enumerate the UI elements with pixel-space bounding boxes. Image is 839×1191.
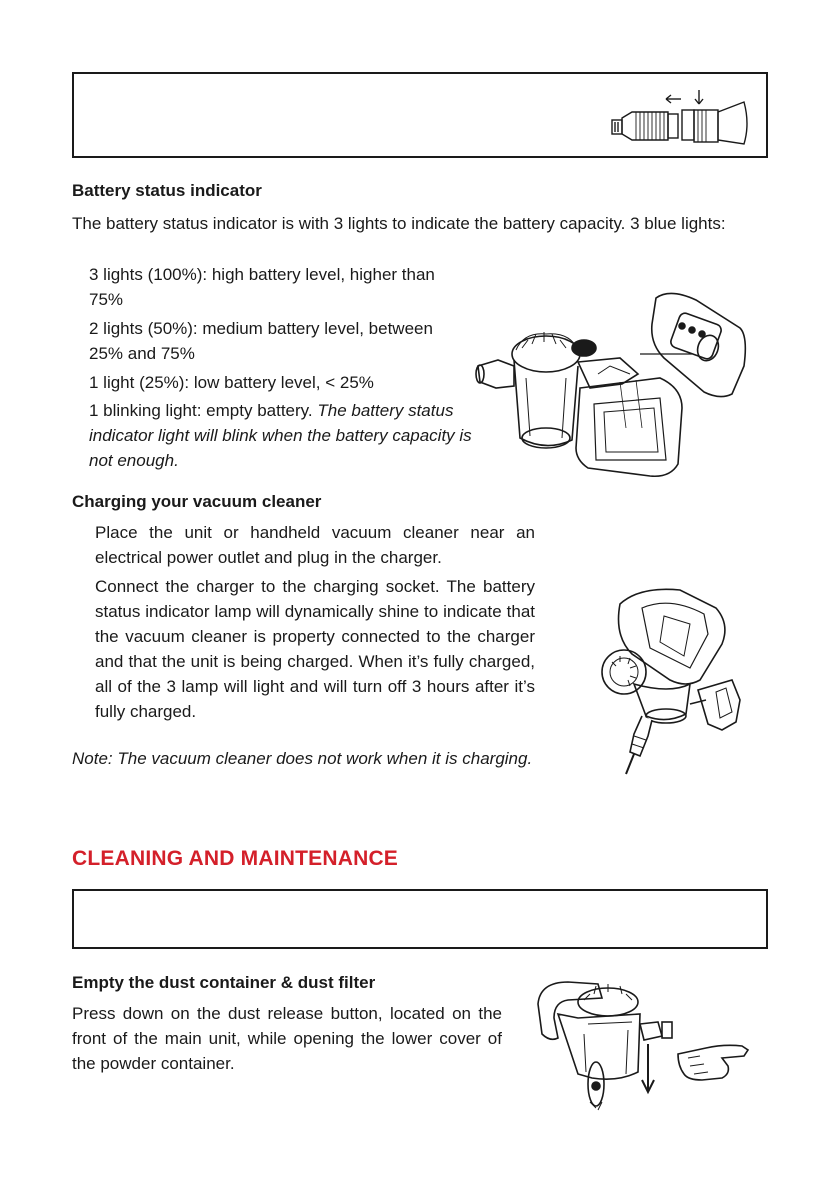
dust-para: Press down on the dust release button, located on the front of the main unit, while opening the lower cover of the powder container. bbox=[72, 1004, 502, 1073]
battery-item-2: 2 lights (50%): medium battery level, between 25% and 75% bbox=[89, 319, 433, 363]
charging-heading: Charging your vacuum cleaner bbox=[72, 492, 322, 511]
battery-item-4-italic: The battery status indicator light will blink when the battery capacity is not enough. bbox=[89, 401, 472, 470]
charging-para-1: Place the unit or handheld vacuum cleaner near an electrical power outlet and plug in the charger. bbox=[95, 523, 535, 567]
battery-item-1: 3 lights (100%): high battery level, higher than 75% bbox=[89, 265, 435, 309]
dust-heading: Empty the dust container & dust filter bbox=[72, 973, 376, 992]
charging-note: Note: The vacuum cleaner does not work when it is charging. bbox=[72, 749, 533, 768]
vacuum-charging-illustration bbox=[590, 584, 770, 780]
vacuum-battery-indicator-illustration bbox=[470, 288, 770, 484]
battery-item-4 bbox=[89, 398, 473, 473]
battery-intro: The battery status indicator is with 3 lights to indicate the battery capacity. 3 blue lights: bbox=[72, 214, 726, 233]
charging-para-2: Connect the charger to the charging socket. The battery status indicator lamp will dynamically shine to indicate that the vacuum cleaner is property connected to the charger and that the unit is being charged. When it’s fully charged, all of the 3 lamp will light and will turn off 3 hours after it’s fully charged. bbox=[95, 577, 535, 721]
maintenance-note-box bbox=[72, 889, 768, 949]
battery-heading: Battery status indicator bbox=[72, 181, 262, 200]
battery-item-3: 1 light (25%): low battery level, < 25% bbox=[89, 373, 374, 392]
maintenance-heading: CLEANING AND MAINTENANCE bbox=[72, 847, 399, 870]
attachment-connect-illustration bbox=[604, 88, 754, 144]
battery-item-4-text: 1 blinking light: empty battery. bbox=[89, 401, 313, 420]
dust-release-illustration bbox=[528, 974, 758, 1114]
top-note-box bbox=[72, 72, 768, 158]
